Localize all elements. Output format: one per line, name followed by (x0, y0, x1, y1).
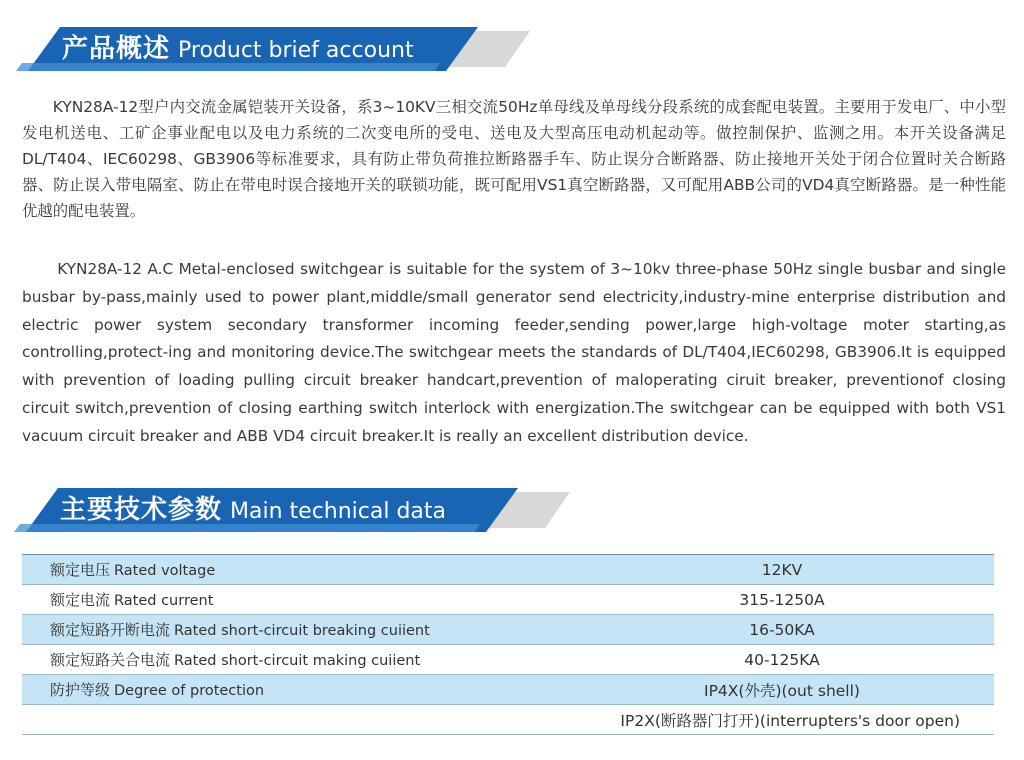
section-title-en: Product brief account (178, 38, 414, 63)
description-english: KYN28A-12 A.C Metal-enclosed switchgear is suitable for the system of 3~10kv three-phase 50Hz single busbar and single busbar by-pass,mainly used to power plant,middle/small generator send electricity,industry-mine enterprise distribution and electric power system secondary transformer incoming feeder,sending power,large high-voltage moter starting,as controlling,protect-ing and monitoring device.The switchgear meets the standards of DL/T404,IEC60298, GB3906.It is equipped with prevention of loading pulling circuit breaker handcart,prevention of maloperating ciruit breaker, preventionof closing circuit switch,prevention of closing earthing switch interlock with energization.The switchgear can be equipped with both VS1 vacuum circuit breaker and ABB VD4 circuit breaker.It is really an excellent distribution device. (22, 260, 1006, 445)
description-chinese: KYN28A-12型户内交流金属铠装开关设备，系3~10KV三相交流50Hz单母线及单母线分段系统的成套配电装置。主要用于发电厂、中小型发电机送电、工矿企事业配电以及电力系统的二次变电所的受电、送电及大型高压电动机起动等。做控制保护、监测之用。本开关设备满足DL/T404、IEC60298、GB3906等标准要求，具有防止带负荷推拉断路器手车、防止误分合断路器、防止接地开关处于闭合位置时关合断路器、防止误入带电隔室、防止在带电时误合接地开关的联锁功能，既可配用VS1真空断路器，又可配用ABB公司的VD4真空断路器。是一种性能优越的配电装置。 (22, 98, 1006, 220)
table-row (22, 615, 994, 645)
table-row (22, 585, 994, 615)
section-title (60, 488, 446, 532)
table-row (22, 675, 994, 705)
table-row (22, 645, 994, 675)
spec-label-zh: 防护等级 (50, 681, 111, 699)
spec-label (22, 675, 570, 705)
spec-value: 12KV (761, 560, 803, 579)
spec-value: IP2X(断路器门打开)(interrupters's door open) (620, 711, 960, 730)
spec-label (22, 615, 570, 645)
spec-value: 315-1250A (739, 590, 825, 609)
spec-value: 16-50KA (749, 620, 815, 639)
spec-label (22, 585, 570, 615)
section-title-zh: 产品概述 (62, 34, 171, 64)
spec-label-en: Rated current (114, 593, 214, 609)
table-row (22, 705, 994, 735)
technical-data-table (22, 554, 994, 735)
spec-label-zh: 额定短路开断电流 (50, 621, 171, 639)
spec-label (22, 645, 570, 675)
spec-label-en: Rated short-circuit making cuiient (174, 653, 421, 669)
spec-label-en: Degree of protection (114, 683, 265, 699)
section-banner-product (0, 27, 540, 71)
spec-value: IP4X(外壳)(out shell) (704, 681, 860, 700)
spec-label-zh: 额定电压 (50, 561, 111, 579)
spec-label-zh: 额定电流 (50, 591, 111, 609)
section-title (62, 27, 414, 71)
spec-label (22, 555, 570, 585)
section-title-zh: 主要技术参数 (60, 495, 223, 525)
table-row (22, 555, 994, 585)
spec-value: 40-125KA (744, 650, 820, 669)
spec-label-en: Rated short-circuit breaking cuiient (174, 623, 430, 639)
spec-label-zh: 额定短路关合电流 (50, 651, 171, 669)
spec-label-en: Rated voltage (114, 563, 216, 579)
section-title-en: Main technical data (230, 499, 447, 524)
section-banner-technical (0, 488, 580, 532)
spec-label (22, 705, 570, 735)
